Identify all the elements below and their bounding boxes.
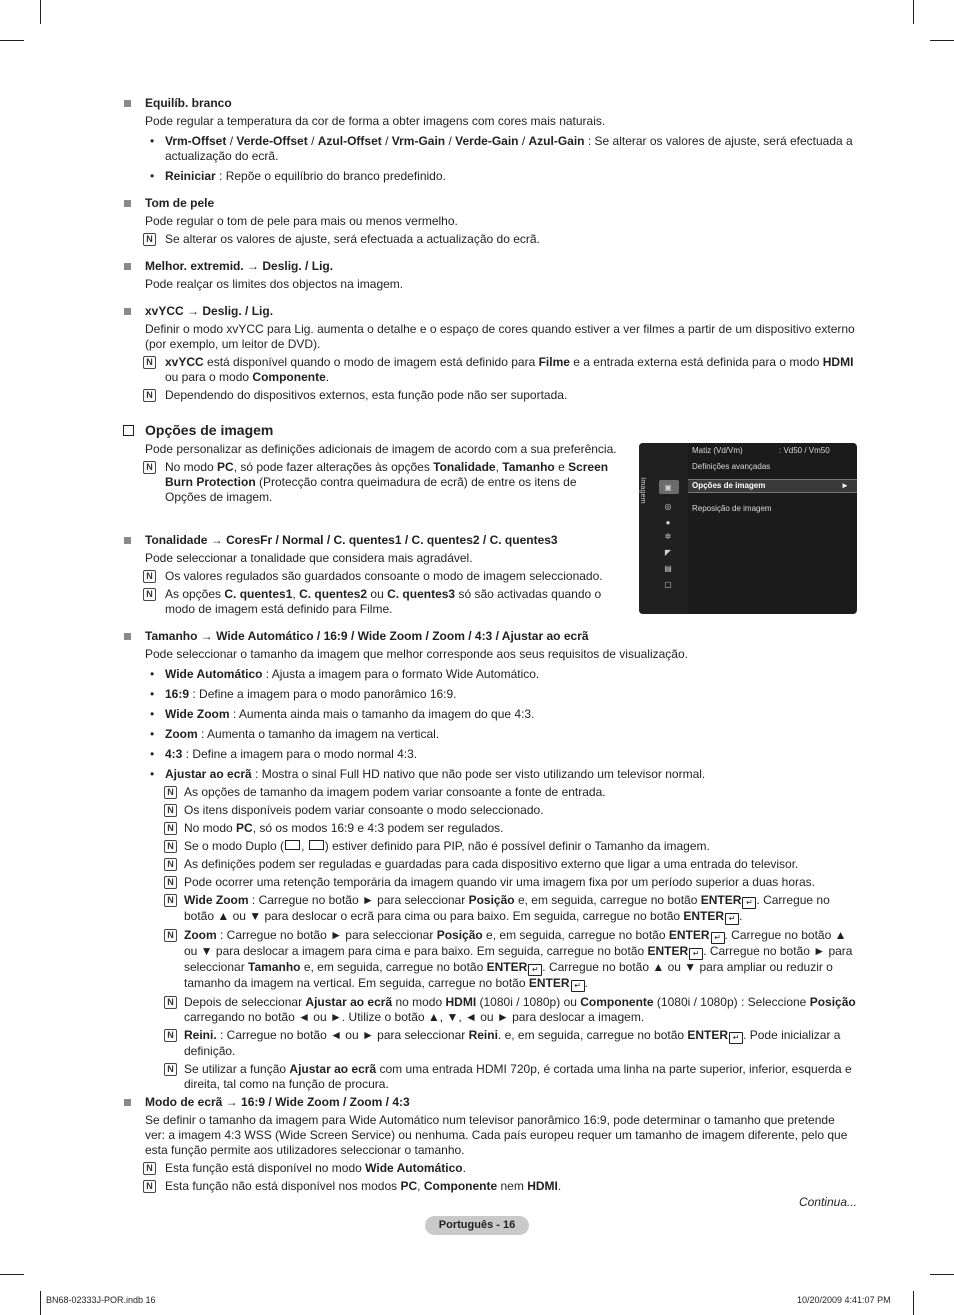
bullet-item xyxy=(123,727,858,742)
note-item xyxy=(123,460,618,505)
text-span: Pode ocorrer uma retenção temporária da imagem quando vir uma imagem fixa por um período superior a duas horas. xyxy=(184,875,815,889)
bullet-icon: • xyxy=(150,134,155,148)
text-span: Equilíb. branco xyxy=(145,96,232,110)
text-span: Vrm-Offset xyxy=(165,134,227,148)
crop-mark xyxy=(913,0,914,24)
note-icon: N xyxy=(164,1063,177,1076)
text-span: : Ajusta a imagem para o formato Wide Automático. xyxy=(262,667,540,681)
application-icon: ▤ xyxy=(664,564,672,573)
osd-menu-item-label: Opções de imagem xyxy=(692,481,766,490)
text-span: 4:3 xyxy=(165,747,183,761)
text-span: / xyxy=(479,533,490,547)
crop-mark xyxy=(40,1291,41,1315)
text-span: Wide Zoom xyxy=(357,629,423,643)
text-span: : Aumenta o tamanho da imagem na vertical. xyxy=(197,727,440,741)
text-span: e xyxy=(554,460,569,474)
description xyxy=(123,214,858,229)
section-s3 xyxy=(123,259,858,292)
crop-mark xyxy=(0,40,24,41)
crop-mark xyxy=(913,1291,914,1315)
text-span: . xyxy=(462,1161,466,1175)
text-span: : Carregue no botão ◄ ou ► para seleccionar xyxy=(216,1028,469,1042)
text-span: Se alterar os valores de ajuste, será efectuada a actualização do ecrã. xyxy=(165,232,540,246)
text-span: . Carregue no botão ► para seleccionar xyxy=(184,944,853,974)
square-bullet-icon xyxy=(124,633,131,640)
text-span: / xyxy=(265,1095,276,1109)
note-icon: N xyxy=(164,1029,177,1042)
text-span: / xyxy=(307,134,318,148)
text-span: / xyxy=(347,629,358,643)
text-span: carregando no botão ◄ ou ►. Utilize o botão ▲, ▼, ◄ ou ► para deslocar a imagem. xyxy=(184,1010,645,1024)
text-span: Pode seleccionar o tamanho da imagem que melhor corresponde aos seus requisitos de visualização. xyxy=(145,647,688,661)
bullet-item xyxy=(123,687,858,702)
text-span: Se utilizar a função xyxy=(184,1062,290,1076)
print-slug-file: BN68-02333J-POR.indb 16 xyxy=(46,1295,156,1305)
note-icon: N xyxy=(143,389,156,402)
note-item xyxy=(123,1062,858,1092)
text-span: Zoom xyxy=(432,629,465,643)
osd-sidebar xyxy=(639,443,688,614)
description xyxy=(123,442,618,457)
text-span: . Pode inicializar a definição. xyxy=(184,1028,841,1058)
section-s1 xyxy=(123,96,858,184)
crop-mark xyxy=(930,1274,954,1275)
text-span: Tonalidade → CoresFr xyxy=(145,533,273,547)
text-span: Posição xyxy=(468,893,515,907)
note-icon: N xyxy=(143,570,156,583)
text-span: Pode regular o tom de pele para mais ou menos vermelho. xyxy=(145,214,458,228)
osd-menu-item-label: Definições avançadas xyxy=(692,462,771,471)
text-span: : Carregue no botão ► para seleccionar xyxy=(248,893,469,907)
text-span: Ajustar ao ecrã xyxy=(305,995,393,1009)
text-span: / xyxy=(301,259,312,273)
note-icon: N xyxy=(143,233,156,246)
text-span: C. quentes2 xyxy=(299,587,368,601)
text-span: / xyxy=(382,1095,393,1109)
enter-icon: ↵ xyxy=(711,932,725,944)
text-span: Wide Zoom xyxy=(165,707,230,721)
text-span: Tamanho xyxy=(248,960,301,974)
text-span: ENTER xyxy=(668,928,710,942)
square-bullet-icon xyxy=(124,200,131,207)
enter-icon: ↵ xyxy=(571,980,585,992)
note-item xyxy=(123,569,618,584)
text-span: Reiniciar xyxy=(165,169,216,183)
text-span: está disponível quando o modo de imagem está definido para xyxy=(203,355,539,369)
text-span: Lig. xyxy=(311,259,334,273)
picture-icon: ▣ xyxy=(664,483,672,492)
note-item xyxy=(123,587,618,617)
note-icon: N xyxy=(164,858,177,871)
section-s6 xyxy=(123,533,618,617)
text-span: (1080i / 1080p) ou xyxy=(476,995,581,1009)
text-span: 16:9 xyxy=(165,687,190,701)
note-icon: N xyxy=(164,786,177,799)
note-item xyxy=(123,995,858,1025)
section-heading xyxy=(123,422,618,439)
text-span: Filme xyxy=(538,355,570,369)
text-span: Ajustar ao ecrã xyxy=(289,1062,377,1076)
text-span: HDMI xyxy=(445,995,477,1009)
text-span: Tamanho → Wide Automático xyxy=(145,629,314,643)
text-span: PC xyxy=(400,1179,418,1193)
square-bullet-icon xyxy=(124,100,131,107)
text-span: ) estiver definido para PIP, não é possível definir o Tamanho da imagem. xyxy=(324,839,710,853)
note-item xyxy=(123,232,858,247)
page-number: Português - 16 xyxy=(425,1216,529,1235)
text-span: com uma entrada HDMI 720p, é cortada uma linha na parte superior, inferior, esquerda e direita, tal como na função de procura. xyxy=(184,1062,852,1091)
text-span: Wide Automático xyxy=(165,667,263,681)
text-span: , xyxy=(417,1179,424,1193)
support-icon: ▢ xyxy=(664,580,672,589)
note-item xyxy=(123,1179,858,1194)
section-heading xyxy=(123,1095,858,1110)
note-icon: N xyxy=(143,461,156,474)
text-span: , só os modos 16:9 e 4:3 podem ser regulados. xyxy=(252,821,504,835)
text-span: , xyxy=(495,460,503,474)
text-span: : Define a imagem para o modo normal 4:3. xyxy=(182,747,418,761)
text-span: no modo xyxy=(392,995,446,1009)
text-span: . Carregue no botão ▲ ou ▼ para deslocar a imagem para cima e para baixo. Em seguida, carregue no botão xyxy=(184,928,847,958)
text-span: Componente xyxy=(252,370,326,384)
text-span: Lig. xyxy=(251,304,274,318)
text-span: / xyxy=(241,304,252,318)
text-span: Componente xyxy=(580,995,654,1009)
text-span: e a entrada externa está definida para o modo xyxy=(569,355,823,369)
text-span: : Define a imagem para o modo panorâmico 16:9. xyxy=(189,687,457,701)
text-span: e, em seguida, carregue no botão xyxy=(300,960,487,974)
section-s8 xyxy=(123,1095,858,1194)
checkbox-glyph-icon xyxy=(123,425,134,436)
text-span: Azul-Gain xyxy=(528,134,585,148)
text-span: Esta função está disponível no modo xyxy=(165,1161,366,1175)
pip-mode-icon xyxy=(309,840,324,850)
text-span: Se o modo Duplo ( xyxy=(184,839,285,853)
bullet-item xyxy=(123,667,858,682)
note-item xyxy=(123,821,858,836)
osd-menu-item-value: : Vd50 / Vm50 xyxy=(779,446,830,455)
description xyxy=(123,277,858,292)
bullet-icon: • xyxy=(150,687,155,701)
note-icon: N xyxy=(164,894,177,907)
text-span: : Aumenta ainda mais o tamanho da imagem do que 4:3. xyxy=(229,707,535,721)
text-span: e, em seguida, carregue no botão xyxy=(514,893,701,907)
note-icon: N xyxy=(143,1162,156,1175)
text-span: As opções xyxy=(165,587,225,601)
text-span: ENTER xyxy=(700,893,742,907)
enter-icon: ↵ xyxy=(729,1032,743,1044)
text-span: Screen Burn Protection xyxy=(165,460,609,489)
crop-mark xyxy=(0,1274,24,1275)
text-span: / xyxy=(422,629,433,643)
text-span: Verde-Offset xyxy=(236,134,308,148)
square-bullet-icon xyxy=(124,537,131,544)
text-span: , xyxy=(301,839,308,853)
settings-icon: ✲ xyxy=(664,532,672,541)
channel-icon: ● xyxy=(665,518,671,527)
text-span: Depois de seleccionar xyxy=(184,995,306,1009)
section-heading xyxy=(123,259,858,274)
text-span: ENTER xyxy=(687,1028,729,1042)
text-span: PC xyxy=(217,460,234,474)
text-span: : Mostra o sinal Full HD nativo que não pode ser visto utilizando um televisor normal. xyxy=(251,767,706,781)
description xyxy=(123,1113,858,1158)
text-span: No modo xyxy=(184,821,237,835)
text-span: . xyxy=(584,976,588,990)
text-span: Vrm-Gain xyxy=(391,134,446,148)
text-span: , só pode fazer alterações às opções xyxy=(233,460,434,474)
text-span: ou xyxy=(367,587,388,601)
note-item xyxy=(123,839,858,854)
osd-menu-item xyxy=(688,479,857,493)
note-icon: N xyxy=(164,996,177,1009)
text-span: / xyxy=(445,134,456,148)
text-span: / xyxy=(401,533,412,547)
bullet-item xyxy=(123,707,858,722)
text-span: Se definir o tamanho da imagem para Wide Automático num televisor panorâmico 16:9, pode determinar o tamanho que pretende ver: a imagem 4:3 WSS (Wide Screen Service) ou nenhuma. Cada país europeu requer um tamanho de imagem diferente, pelo que esta função permite aos utilizadores seleccionar o tamanho. xyxy=(145,1113,848,1157)
text-span: Melhor. extremid. → Deslig. xyxy=(145,259,302,273)
note-icon: N xyxy=(164,876,177,889)
text-span: Posição xyxy=(436,928,483,942)
note-icon: N xyxy=(164,840,177,853)
text-span: Opções de imagem xyxy=(145,422,274,438)
text-span: / xyxy=(492,629,502,643)
text-span: As definições podem ser reguladas e guardadas para cada dispositivo externo que ligar a uma entrada do televisor. xyxy=(184,857,799,871)
note-icon: N xyxy=(164,822,177,835)
description xyxy=(123,114,858,129)
text-span: Pode seleccionar a tonalidade que considera mais agradável. xyxy=(145,551,473,565)
osd-menu-screenshot xyxy=(639,443,857,614)
text-span: xvYCC → Deslig. xyxy=(145,304,242,318)
section-s4 xyxy=(123,304,858,403)
text-span: Pode personalizar as definições adicionais de imagem de acordo com a sua preferência. xyxy=(145,442,617,456)
text-span: Verde-Gain xyxy=(455,134,519,148)
note-item xyxy=(123,388,858,403)
text-span: Tamanho xyxy=(502,460,555,474)
text-span: / xyxy=(464,629,475,643)
text-span: Reini xyxy=(468,1028,498,1042)
text-span: Zoom xyxy=(349,1095,383,1109)
text-span: ENTER xyxy=(683,909,725,923)
text-span: ou para o modo xyxy=(165,370,253,384)
text-span: / xyxy=(226,134,237,148)
text-span: Tonalidade xyxy=(433,460,496,474)
text-span: Pode regular a temperatura da cor de forma a obter imagens com cores mais naturais. xyxy=(145,114,606,128)
text-span: . e, em seguida, carregue no botão xyxy=(497,1028,688,1042)
enter-icon: ↵ xyxy=(528,964,542,976)
crop-mark xyxy=(40,0,41,24)
pip-mode-icon xyxy=(285,840,300,850)
text-span: ENTER xyxy=(647,944,689,958)
bullet-icon: • xyxy=(150,169,155,183)
crop-mark xyxy=(930,40,954,41)
text-span: / xyxy=(323,533,334,547)
description xyxy=(123,322,858,352)
text-span: HDMI xyxy=(527,1179,558,1193)
text-span: Zoom xyxy=(165,727,198,741)
osd-menu-item-label: Reposição de imagem xyxy=(692,504,772,513)
text-span: Normal xyxy=(282,533,324,547)
note-item xyxy=(123,803,858,818)
text-span: xvYCC xyxy=(165,355,204,369)
text-span: Os itens disponíveis podem variar consoante o modo seleccionado. xyxy=(184,803,544,817)
note-icon: N xyxy=(164,929,177,942)
text-span: nem xyxy=(497,1179,528,1193)
bullet-icon: • xyxy=(150,727,155,741)
text-span: (1080i / 1080p) : Seleccione xyxy=(653,995,810,1009)
text-span: C. quentes1 xyxy=(333,533,402,547)
text-span: As opções de tamanho da imagem podem variar consoante a fonte de entrada. xyxy=(184,785,606,799)
note-item xyxy=(123,1161,858,1176)
bullet-item xyxy=(123,747,858,762)
osd-menu-item-label: Matiz (Vd/Vm) xyxy=(692,446,743,455)
section-s7 xyxy=(123,629,858,1092)
text-span: Azul-Offset xyxy=(317,134,382,148)
text-span: : Carregue no botão ► para seleccionar xyxy=(216,928,437,942)
note-item xyxy=(123,893,858,925)
osd-menu-item xyxy=(688,445,857,457)
note-icon: N xyxy=(143,588,156,601)
text-span: C. quentes2 xyxy=(411,533,480,547)
osd-side-label: Imagem xyxy=(639,477,646,504)
text-span: . xyxy=(739,909,743,923)
text-span: . xyxy=(325,370,330,384)
enter-icon: ↵ xyxy=(689,948,703,960)
text-span: C. quentes1 xyxy=(224,587,293,601)
text-span: . Carregue no botão ▲ ou ▼ para ampliar ou reduzir o tamanho da imagem na vertical. Em seguida, carregue no botão xyxy=(184,960,833,990)
osd-menu-item xyxy=(688,503,857,515)
text-span: 16:9 xyxy=(323,629,348,643)
text-span: No modo xyxy=(165,460,218,474)
text-span: Dependendo do dispositivos externos, esta função pode não ser suportada. xyxy=(165,388,568,402)
osd-menu-item xyxy=(688,461,857,473)
text-span: Os valores regulados são guardados consoante o modo de imagem seleccionado. xyxy=(165,569,603,583)
text-span: / xyxy=(272,533,283,547)
section-heading xyxy=(123,96,858,111)
text-span: Definir o modo xvYCC para Lig. aumenta o detalhe e o espaço de cores quando estiver a ver filmes a partir de um dispositivo externo (por exemplo, um leitor de DVD). xyxy=(145,322,855,351)
text-span: Ajustar ao ecrã xyxy=(501,629,589,643)
text-span: Pode realçar os limites dos objectos na imagem. xyxy=(145,277,404,291)
sound-icon: ◎ xyxy=(664,502,672,511)
text-span: / xyxy=(313,629,324,643)
square-bullet-icon xyxy=(124,263,131,270)
text-span: : Repõe o equilíbrio do branco predefinido. xyxy=(215,169,446,183)
text-span: Reini. xyxy=(184,1028,217,1042)
text-span: Wide Automático xyxy=(365,1161,463,1175)
input-icon: ◤ xyxy=(664,548,672,557)
text-span: Esta função não está disponível nos modos xyxy=(165,1179,401,1193)
bullet-icon: • xyxy=(150,767,155,781)
note-icon: N xyxy=(164,804,177,817)
text-span: só são activadas quando o modo de imagem está definido para Filme. xyxy=(165,587,602,616)
text-span: Ajustar ao ecrã xyxy=(165,767,252,781)
note-item xyxy=(123,785,858,800)
text-span: C. quentes3 xyxy=(387,587,456,601)
print-slug-date: 10/20/2009 4:41:07 PM xyxy=(797,1295,891,1305)
note-icon: N xyxy=(143,1180,156,1193)
square-bullet-icon xyxy=(124,308,131,315)
text-span: . xyxy=(557,1179,562,1193)
text-span: Posição xyxy=(809,995,856,1009)
text-span: Wide Zoom xyxy=(275,1095,340,1109)
enter-icon: ↵ xyxy=(725,913,739,925)
text-span: / xyxy=(518,134,529,148)
text-span: ENTER xyxy=(486,960,528,974)
enter-icon: ↵ xyxy=(742,897,756,909)
text-span: , xyxy=(292,587,300,601)
text-span: PC xyxy=(236,821,253,835)
note-icon: N xyxy=(143,356,156,369)
description xyxy=(123,647,858,662)
section-s2 xyxy=(123,196,858,247)
text-span: Zoom xyxy=(184,928,217,942)
text-span: C. quentes3 xyxy=(489,533,558,547)
continue-label: Continua... xyxy=(798,1195,857,1209)
bullet-icon: • xyxy=(150,667,155,681)
text-span: e, em seguida, carregue no botão xyxy=(482,928,669,942)
text-span: (Protecção contra queimadura de ecrã) de entre os itens de Opções de imagem. xyxy=(165,475,577,504)
section-heading xyxy=(123,304,858,319)
osd-menu-item-value: ► xyxy=(841,481,849,490)
section-heading xyxy=(123,196,858,211)
bullet-icon: • xyxy=(150,707,155,721)
text-span: : Se alterar os valores de ajuste, será efectuada a actualização do ecrã. xyxy=(165,134,853,163)
square-bullet-icon xyxy=(124,1099,131,1106)
text-span: Tom de pele xyxy=(145,196,215,210)
section-s5 xyxy=(123,422,618,505)
bullet-item xyxy=(123,767,858,782)
text-span: HDMI xyxy=(822,355,854,369)
text-span: 4:3 xyxy=(392,1095,410,1109)
note-item xyxy=(123,355,858,385)
description xyxy=(123,551,618,566)
text-span: 4:3 xyxy=(474,629,493,643)
note-item xyxy=(123,875,858,890)
section-heading xyxy=(123,533,618,548)
note-item xyxy=(123,857,858,872)
note-item xyxy=(123,1028,858,1059)
text-span: Componente xyxy=(423,1179,498,1193)
text-span: Wide Zoom xyxy=(184,893,249,907)
text-span: / xyxy=(339,1095,350,1109)
text-span: . Carregue no botão ▲ ou ▼ para deslocar o ecrã para cima ou para baixo. Em seguida, carregue no botão xyxy=(184,893,830,923)
bullet-item xyxy=(123,134,858,164)
text-span: Modo de ecrã → 16:9 xyxy=(145,1095,266,1109)
bullet-icon: • xyxy=(150,747,155,761)
section-heading xyxy=(123,629,858,644)
bullet-item xyxy=(123,169,858,184)
text-span: ENTER xyxy=(528,976,570,990)
text-span: / xyxy=(381,134,392,148)
note-item xyxy=(123,928,858,992)
